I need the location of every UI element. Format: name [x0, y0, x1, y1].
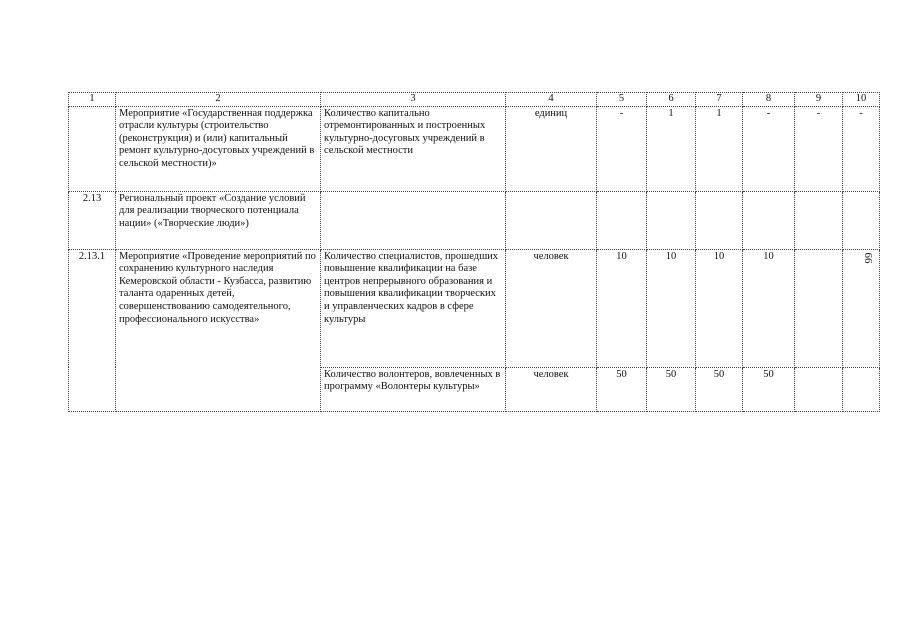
value-cell: 50	[696, 367, 743, 411]
indicator-cell: Количество специалистов, прошедших повышение квалификации на базе центров непрерывного образования и повышения квалификации творческих и управленческих кадров в сфере культуры	[321, 249, 506, 367]
value-cell: -	[795, 106, 843, 191]
table-row	[69, 191, 880, 249]
unit-cell: единиц	[506, 106, 597, 191]
indicators-table	[68, 92, 880, 412]
empty-cell	[696, 191, 743, 249]
value-cell: 50	[647, 367, 696, 411]
empty-cell	[743, 191, 795, 249]
value-cell: 50	[597, 367, 647, 411]
empty-cell	[795, 367, 843, 411]
empty-cell	[506, 191, 597, 249]
header-cell: 4	[506, 93, 597, 107]
unit-cell: человек	[506, 249, 597, 367]
row-number	[69, 106, 116, 191]
indicator-cell: Количество волонтеров, вовлеченных в программу «Волонтеры культуры»	[321, 367, 506, 411]
indicator-cell: Количество капитально отремонтированных и построенных культурно-досуговых учреждений в сельской местности	[321, 106, 506, 191]
header-cell: 8	[743, 93, 795, 107]
header-cell: 7	[696, 93, 743, 107]
value-cell: -	[597, 106, 647, 191]
table-row	[69, 106, 880, 191]
empty-cell	[843, 191, 880, 249]
header-row	[69, 93, 880, 107]
event-cell: Мероприятие «Проведение мероприятий по сохранению культурного наследия Кемеровской области - Кузбасса, развитию таланта одаренных детей, совершенствованию самодеятельного, профессионального искусства»	[116, 249, 321, 411]
header-cell: 2	[116, 93, 321, 107]
value-cell: 10	[597, 249, 647, 367]
header-cell: 5	[597, 93, 647, 107]
empty-cell	[795, 249, 843, 367]
empty-cell	[795, 191, 843, 249]
header-cell: 6	[647, 93, 696, 107]
header-cell: 3	[321, 93, 506, 107]
value-cell: 10	[743, 249, 795, 367]
empty-cell	[597, 191, 647, 249]
value-cell: 10	[696, 249, 743, 367]
row-number: 2.13.1	[69, 249, 116, 411]
empty-cell	[321, 191, 506, 249]
table-row	[69, 249, 880, 367]
value-cell: -	[843, 106, 880, 191]
value-cell: -	[743, 106, 795, 191]
event-cell: Региональный проект «Создание условий для реализации творческого потенциала нации» («Творческие люди»)	[116, 191, 321, 249]
value-cell: 1	[647, 106, 696, 191]
value-cell: 10	[647, 249, 696, 367]
event-cell: Мероприятие «Государственная поддержка отрасли культуры (строительство (реконструкция) и (или) капитальный ремонт культурно-досуговых учреждений в сельской местности)»	[116, 106, 321, 191]
empty-cell	[843, 367, 880, 411]
page-number: 66	[862, 252, 874, 264]
empty-cell	[647, 191, 696, 249]
header-cell: 9	[795, 93, 843, 107]
header-cell: 10	[843, 93, 880, 107]
header-cell: 1	[69, 93, 116, 107]
value-cell: 50	[743, 367, 795, 411]
value-cell: 1	[696, 106, 743, 191]
unit-cell: человек	[506, 367, 597, 411]
row-number: 2.13	[69, 191, 116, 249]
